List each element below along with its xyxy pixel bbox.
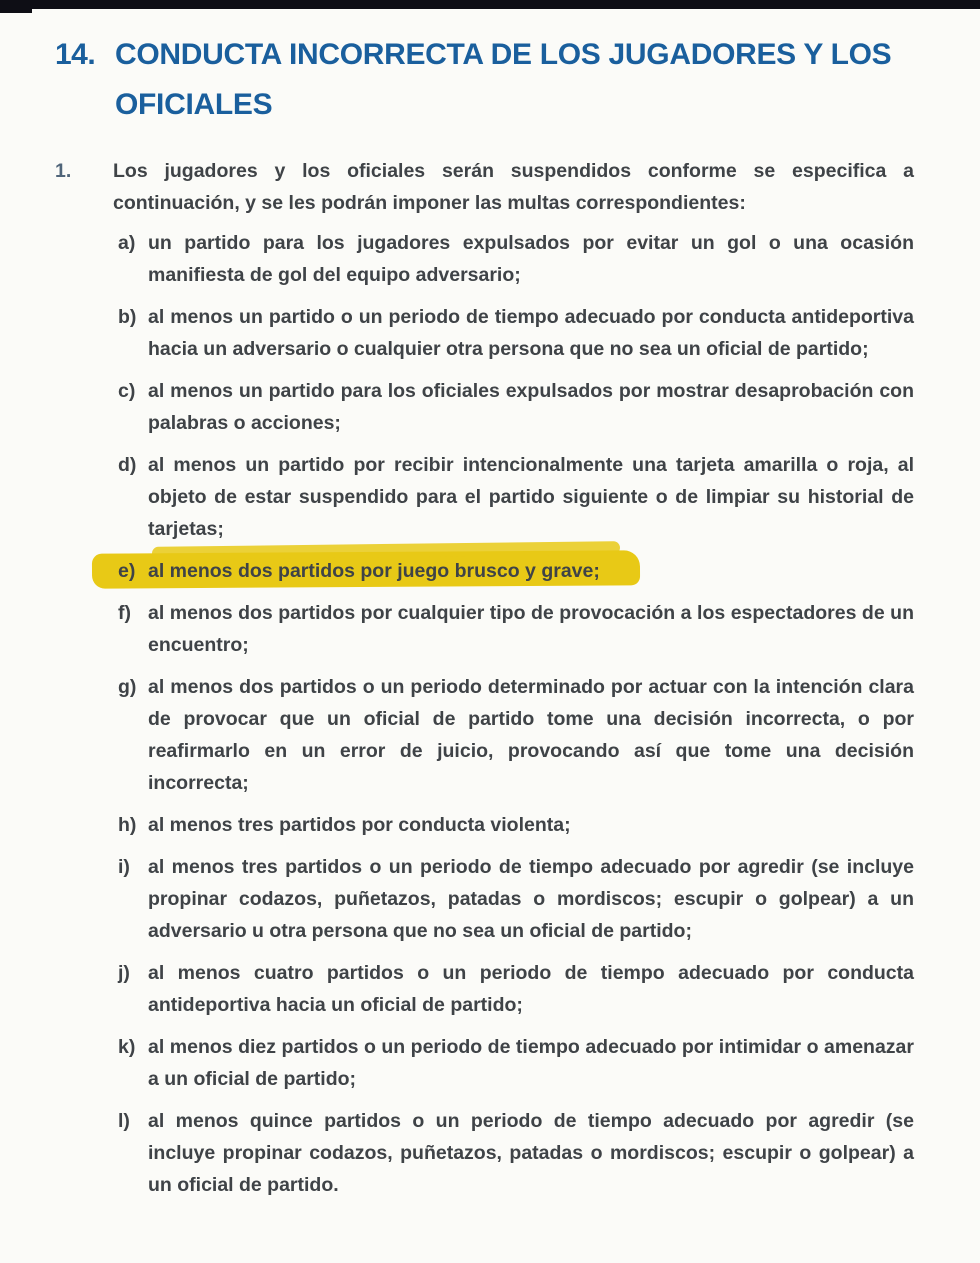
list-item-text: al menos un partido por recibir intencionalmente una tarjeta amarilla o roja, al objeto de estar suspendido para el partido siguiente o de limpiar su historial de tarjetas; [148,454,914,540]
list-item-highlighted [118,555,914,587]
list-item-label: c) [118,380,136,402]
list-item-text: al menos cuatro partidos o un periodo de tiempo adecuado por conducta antideportiva hacia un oficial de partido; [148,962,914,1016]
clause-1-number: 1. [55,160,72,182]
list-item-label: g) [118,676,137,698]
list-item-label: b) [118,306,137,328]
list-item-text: al menos dos partidos por juego brusco y grave; [148,560,600,582]
list-item-label: k) [118,1036,136,1058]
list-item [118,809,914,841]
list-item-text: al menos dos partidos o un periodo determinado por actuar con la intención clara de provocar que un oficial de partido tome una decisión incorrecta, o por reafirmarlo en un error de juicio, provocando así que tome una decisión incorrecta; [148,676,914,794]
list-item-label: d) [118,454,137,476]
list-item [118,1105,914,1201]
list-item-text: al menos quince partidos o un periodo de tiempo adecuado por agredir (se incluye propinar codazos, puñetazos, patadas o mordiscos; escupir o golpear) a un oficial de partido. [148,1110,914,1196]
section-heading [55,30,914,130]
list-item-text: al menos dos partidos por cualquier tipo de provocación a los espectadores de un encuentro; [148,602,914,656]
list-item [118,449,914,545]
list-item-label: a) [118,232,136,254]
clause-1 [55,155,914,219]
list-item [118,957,914,1021]
list-item [118,1031,914,1095]
list-item-label: e) [118,560,136,582]
list-item-text: un partido para los jugadores expulsados por evitar un gol o una ocasión manifiesta de gol del equipo adversario; [148,232,914,286]
list-item [118,851,914,947]
list-item [118,671,914,799]
list-item-text: al menos un partido para los oficiales expulsados por mostrar desaprobación con palabras o acciones; [148,380,914,434]
list-item [118,227,914,291]
list-item-text: al menos un partido o un periodo de tiempo adecuado por conducta antideportiva hacia un adversario o cualquier otra persona que no sea un oficial de partido; [148,306,914,360]
list-item [118,301,914,365]
list-item [118,375,914,439]
list-item-label: i) [118,856,130,878]
section-title: CONDUCTA INCORRECTA DE LOS JUGADORES Y LOS OFICIALES [115,38,892,121]
section-number: 14. [55,38,96,71]
list-item [118,597,914,661]
clause-1-text: Los jugadores y los oficiales serán suspendidos conforme se especifica a continuación, y se les podrán imponer las multas correspondientes: [113,160,914,214]
sub-clause-list [118,227,914,1201]
list-item-text: al menos diez partidos o un periodo de tiempo adecuado por intimidar o amenazar a un oficial de partido; [148,1036,914,1090]
list-item-text: al menos tres partidos o un periodo de tiempo adecuado por agredir (se incluye propinar codazos, puñetazos, patadas o mordiscos; escupir o golpear) a un adversario u otra persona que no sea un oficial de partido; [148,856,914,942]
list-item-label: h) [118,814,137,836]
list-item-label: l) [118,1110,130,1132]
list-item-text: al menos tres partidos por conducta violenta; [148,814,571,836]
list-item-label: f) [118,602,131,624]
list-item-label: j) [118,962,130,984]
